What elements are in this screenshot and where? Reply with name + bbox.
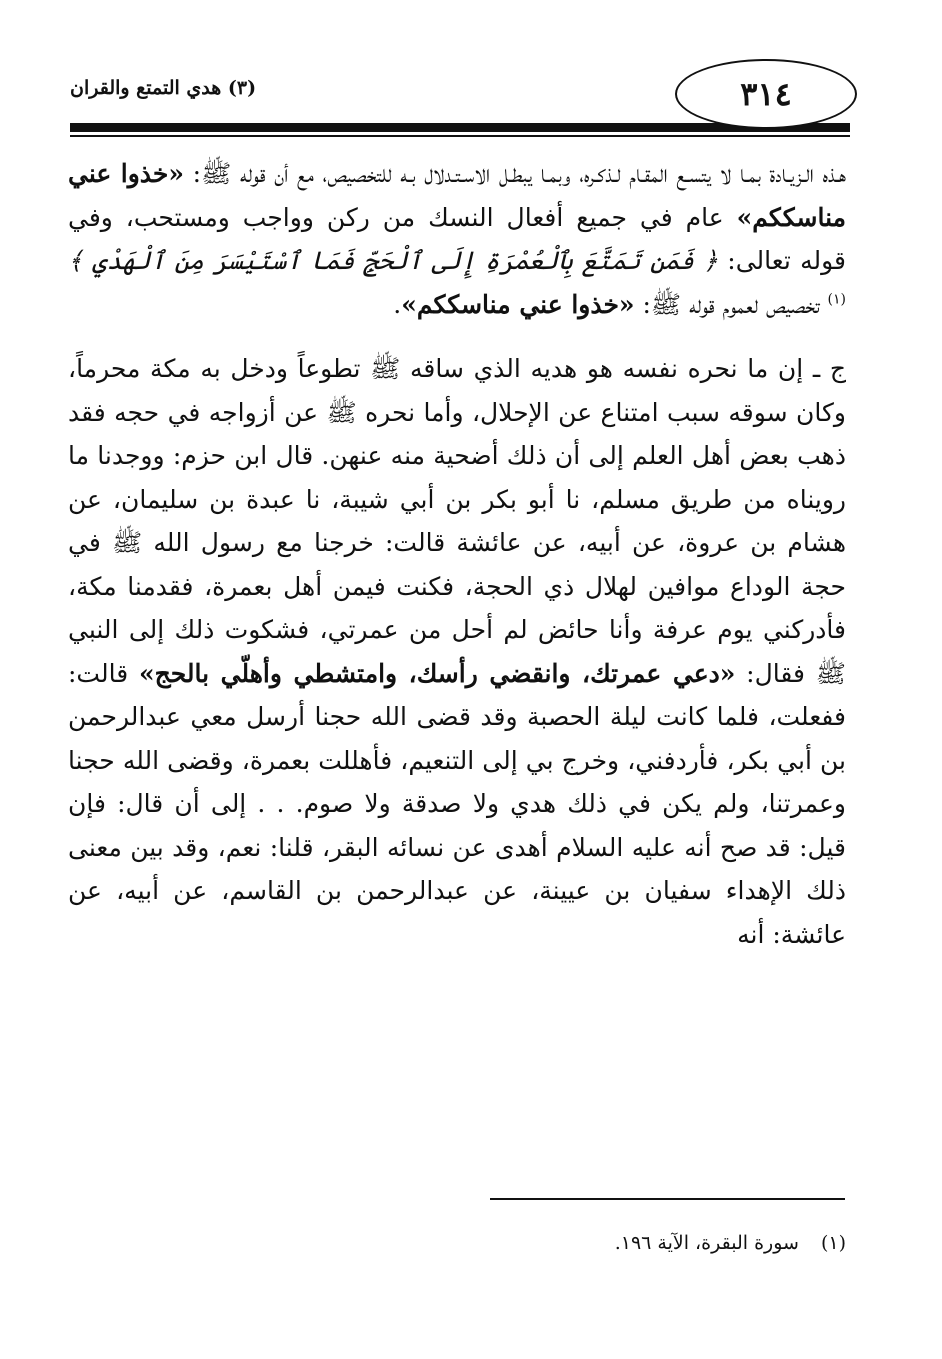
page-number: ٣١٤ [675, 59, 857, 129]
footnote [430, 1232, 846, 1254]
paragraph-2 [68, 347, 846, 956]
body-text [68, 152, 846, 956]
header-rule-thin [70, 135, 850, 137]
text-segment: تخصيص لعموم قوله ﷺ: [634, 289, 828, 319]
hadith-quote: «دعي عمرتك، وانقضي رأسك، وامتشطي وأهلّي بالحج» [138, 658, 736, 688]
running-title: (٣) هدي التمتع والقران [70, 77, 257, 99]
text-segment: ج ـ إن ما نحره نفسه هو هديه الذي ساقه ﷺ تطوعاً ودخل به مكة محرماً، وكان سوقه سبب امتناع عن الإحلال، وأما نحره ﷺ عن أزواجه في حجه فقد ذهب بعض أهل العلم إلى أن ذلك أضحية منه عنهن. قال ابن حزم: ووجدنا ما رويناه من طريق مسلم، نا أبو بكر بن أبي شيبة، نا عبدة بن سليمان، عن هشام بن عروة، عن أبيه، عن عائشة قالت: خرجنا مع رسول الله ﷺ في حجة الوداع موافين لهلال ذي الحجة، فكنت فيمن أهل بعمرة، فقدمنا مكة، فأدركني يوم عرفة وأنا حائض لم أحل من عمرتي، فشكوت ذلك إلى النبي ﷺ فقال: [68, 354, 846, 688]
quran-verse: ﴿ فَمَن تَمَتَّعَ بِٱلْعُمْرَةِ إِلَى ٱلْحَجِّ فَمَا ٱسْتَيْسَرَ مِنَ ٱلْهَدْيِ ﴾ [68, 246, 718, 275]
text-segment: عام في جميع أفعال النسك من ركن وواجب ومستحب، وفي قوله تعالى: [68, 202, 846, 275]
paragraph-1 [68, 152, 846, 326]
text-segment: . [393, 289, 402, 319]
page-header [70, 55, 850, 145]
text-segment: هـذه الـزيـادة بمـا لا يتسـع المقـام لـذكـره، وبمـا يبطـل الاسـتـدلال بـه للتخصيص، مع أن قوله ﷺ: [183, 159, 846, 188]
footnote-separator [490, 1198, 845, 1200]
text-segment: قالت: ففعلت، فلما كانت ليلة الحصبة وقد قضى الله حجنا أرسل معي عبدالرحمن بن أبي بكر، فأردفني، وخرج بي إلى التنعيم، فأهللت بعمرة، وقضى الله حجنا وعمرتنا، ولم يكن في ذلك هدي ولا صدقة ولا صوم. . . إلى أن قال: فإن قيل: قد صح أنه عليه السلام أهدى عن نسائه البقر، قلنا: نعم، وقد بين معنى ذلك الإهداء سفيان بن عيينة، عن عبدالرحمن بن القاسم، عن أبيه، عن عائشة: أنه [68, 658, 846, 949]
footnote-text: سورة البقرة، الآية ١٩٦. [614, 1232, 799, 1254]
footnote-marker: (١) [820, 1232, 846, 1254]
hadith-quote: «خذوا عني مناسككم» [68, 159, 846, 232]
footnote-reference: (١) [827, 291, 846, 308]
hadith-quote: «خذوا عني مناسككم» [401, 289, 635, 319]
